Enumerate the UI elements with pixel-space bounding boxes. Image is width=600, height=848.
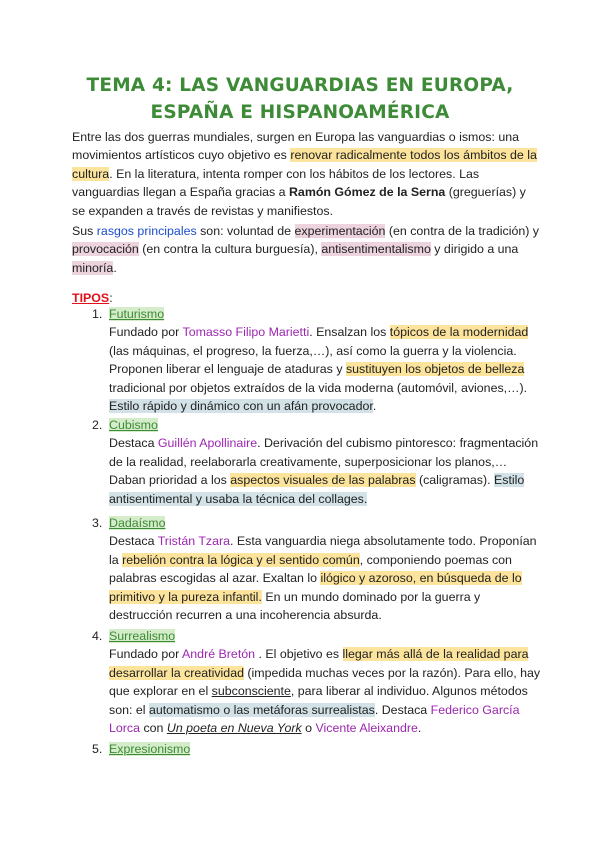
highlight: automatismo o las metáforas surrealistas: [148, 702, 375, 717]
item-text: Fundado por: [109, 647, 183, 662]
item-title[interactable]: Expresionismo: [109, 742, 191, 756]
rasgos-text-a: Sus: [72, 224, 97, 238]
item-body: [109, 323, 541, 415]
item-text: .: [417, 721, 422, 736]
item-text: . Derivación del cubismo pintoresco: fragmentación de la realidad, reelaborarla creativamente, superposicionar los planos,… Daban prioridad a los: [109, 436, 539, 488]
author-name: André Bretón: [182, 647, 256, 662]
rasgos-text-e: y dirigido a una: [430, 242, 519, 257]
item-title[interactable]: Futurismo: [109, 307, 165, 321]
item-text: o: [301, 721, 316, 736]
rasgos-text-d: (en contra la cultura burguesía),: [138, 242, 322, 257]
item-text: Fundado por: [109, 325, 183, 340]
item-text: tradicional por objetos extraídos de la vida moderna (automóvil, aviones,…).: [109, 380, 528, 395]
item-body: [109, 645, 541, 737]
item-text: En un mundo dominado por la guerra y destrucción recurren a una incoherencia absurda.: [109, 589, 481, 623]
highlight: llegar más allá de la realidad para desarrollar la creatividad: [109, 647, 529, 680]
work-title: Un poeta en Nueva York: [166, 721, 302, 736]
rasgos-highlight-4: minoría: [72, 260, 114, 275]
author-name: Federico García Lorca: [109, 702, 520, 736]
list-number: 2.: [92, 418, 103, 432]
list-number: 5.: [92, 742, 103, 756]
highlight: Estilo rápido y dinámico con un afán provocador: [109, 399, 373, 414]
author-name: Vicente Aleixandre: [315, 721, 418, 736]
intro-text-2: . En la literatura, intenta romper con los hábitos de los lectores. Las vanguardias llegan a España gracias a: [72, 166, 480, 200]
highlight: rebelión contra la lógica y el sentido común: [122, 552, 360, 567]
rasgos-highlight-1: experimentación: [294, 224, 386, 238]
tipos-label: TIPOS: [72, 291, 110, 305]
item-text: . El objetivo es: [255, 647, 343, 662]
item-title[interactable]: Cubismo: [109, 418, 158, 432]
item-text: (caligramas).: [415, 473, 495, 488]
rasgos-paragraph: [72, 222, 542, 277]
intro-text-1: Entre las dos guerras mundiales, surgen en Europa las vanguardias o ismos: una movimientos artísticos cuyo objetivo es: [72, 130, 520, 163]
item-text: (impedida muchas veces por la razón). Para ello, hay que explorar en el: [109, 665, 541, 699]
item-title[interactable]: Surrealismo: [109, 629, 176, 643]
tipos-colon: :: [109, 291, 113, 305]
list-item-expresionismo: [109, 740, 541, 758]
highlight: sustituyen los objetos de belleza: [345, 362, 525, 377]
rasgos-highlight-2: provocación: [72, 242, 139, 257]
item-body: [109, 434, 541, 508]
item-text: (las máquinas, el progreso, la fuerza,…), así como la guerra y la violencia. Proponen liberar el lenguaje de ataduras y: [109, 343, 517, 377]
underlined-term: subconsciente: [211, 684, 291, 699]
list-number: 1.: [92, 307, 103, 321]
highlight: ilógico y azoroso, en búsqueda de lo primitivo y la pureza infantil.: [109, 571, 522, 604]
list-number: 4.: [92, 629, 103, 643]
intro-name-bold: Ramón Gómez de la Serna: [288, 185, 446, 200]
item-text: , componiendo poemas con palabras escogidas al azar. Exaltan lo: [109, 552, 512, 586]
list-item-surrealismo: [109, 627, 541, 737]
list-item-dadaismo: [109, 514, 541, 624]
author-name: Tristán Tzara: [157, 534, 230, 549]
item-text: Destaca: [109, 534, 158, 549]
item-text: . Esta vanguardia niega absolutamente todo. Proponían la: [109, 534, 537, 567]
item-text: con: [140, 721, 167, 736]
intro-highlight: renovar radicalmente todos los ámbitos de la cultura: [72, 148, 537, 181]
list-number: 3.: [92, 516, 103, 530]
rasgos-text-b: son: voluntad de: [196, 224, 295, 238]
highlight: Estilo antisentimental y usaba la técnica del collages.: [109, 473, 525, 506]
item-text: Destaca: [109, 436, 158, 451]
item-text: . Destaca: [374, 702, 431, 717]
list-item-futurismo: [109, 305, 541, 415]
highlight: aspectos visuales de las palabras: [230, 473, 416, 488]
rasgos-text-c: (en contra de la tradición) y: [385, 224, 540, 238]
intro-text-3: (greguerías) y se expanden a través de revistas y manifiestos.: [72, 185, 526, 218]
item-text: .: [372, 399, 377, 414]
page-title: TEMA 4: LAS VANGUARDIAS EN EUROPA, ESPAÑA E HISPANOAMÉRICA: [86, 75, 514, 123]
author-name: Tomasso Filipo Marietti: [182, 325, 310, 340]
rasgos-text-f: .: [113, 260, 117, 275]
rasgos-highlight-3: antisentimentalismo: [321, 242, 431, 257]
item-text: . Ensalzan los: [309, 325, 390, 340]
rasgos-principales-link[interactable]: rasgos principales: [96, 224, 197, 238]
item-title[interactable]: Dadaísmo: [109, 516, 166, 530]
author-name: Guillén Apollinaire: [157, 436, 258, 451]
item-body: [109, 532, 541, 624]
list-item-cubismo: [109, 416, 541, 508]
item-text: , para liberar al individuo. Algunos métodos son: el: [109, 684, 528, 717]
highlight: tópicos de la modernidad: [389, 325, 529, 340]
intro-paragraph: [72, 128, 542, 220]
